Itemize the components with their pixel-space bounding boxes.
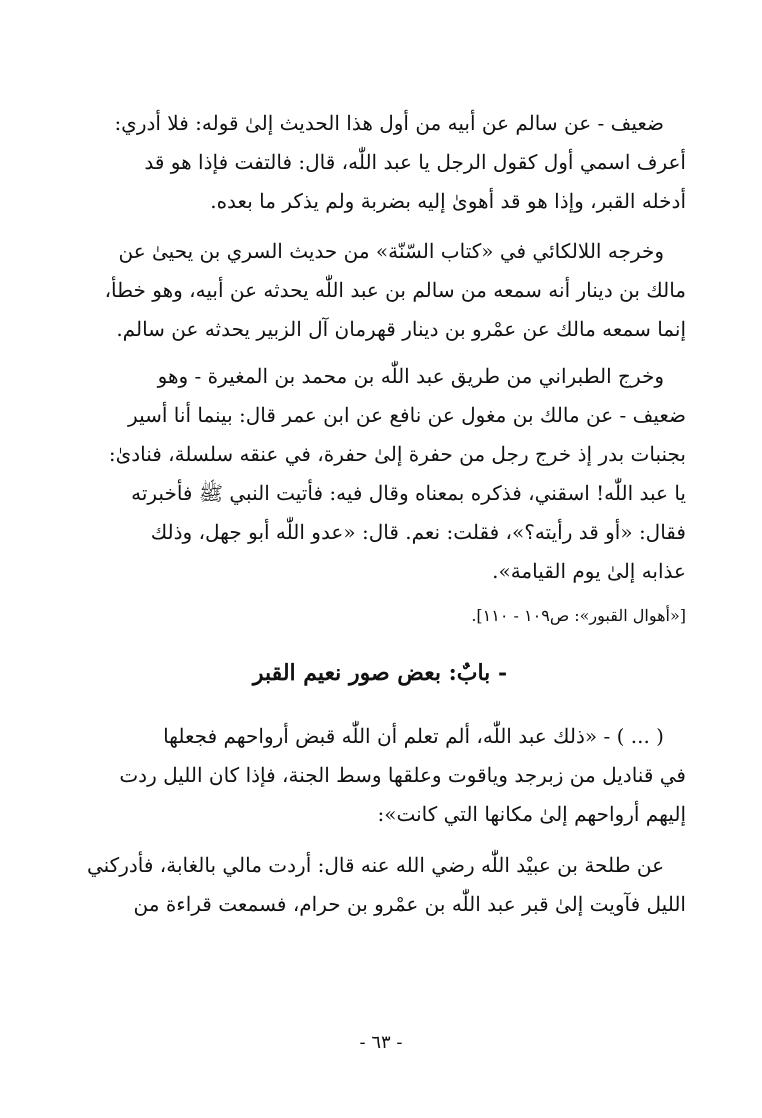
text-line: في قناديل من زبرجد وياقوت وعلقها وسط الجنة، فإذا كان الليل ردت (119, 763, 686, 787)
text-line: ضعيف - عن مالك بن مغول عن نافع عن ابن عمر قال: بينما أنا أسير (128, 403, 686, 427)
text-line: عذابه إلىٰ يوم القيامة». (492, 559, 686, 583)
text-line: ضعيف - عن سالم عن أبيه من أول هذا الحديث إلىٰ قوله: فلا أدري: (114, 111, 664, 135)
text-line: بجنبات بدر إذ خرج رجل من حفرة إلىٰ حفرة، في عنقه سلسلة، فنادىٰ: (108, 442, 686, 466)
text-line: ( ... ) - «ذلك عبد اللّٰه، ألم تعلم أن اللّٰه قبض أرواحهم فجعلها (163, 724, 664, 748)
text-line: إليهم أرواحهم إلىٰ مكانها التي كانت»: (377, 802, 686, 826)
paragraph-3 (74, 357, 686, 591)
text-line: فقال: «أو قد رأيته؟»، فقلت: نعم. قال: «عدو اللّٰه أبو جهل، وذلك (150, 520, 686, 544)
text-line: إنما سمعه مالك عن عمْرو بن دينار قهرمان آل الزبير يحدثه عن سالم. (116, 317, 686, 341)
text-line: وخرج الطبراني من طريق عبد اللّٰه بن محمد بن المغيرة - وهو (157, 364, 664, 388)
text-line: الليل فآويت إلىٰ قبر عبد اللّٰه بن عمْرو بن حرام، فسمعت قراءة من (133, 892, 686, 916)
text-line: وخرجه اللالكائي في «كتاب السّنّة» من حديث السري بن يحيىٰ عن (118, 239, 664, 263)
paragraph-5 (74, 846, 686, 924)
paragraph-4 (74, 717, 686, 834)
text-line: مالك بن دينار أنه سمعه من سالم بن عبد اللّٰه يحدثه عن أبيه، وهو خطأ، (104, 278, 686, 302)
page-number: - ٦٣ - (359, 1032, 403, 1053)
paragraph-2 (74, 232, 686, 349)
section-heading: - بابٌ: بعض صور نعيم القبر (252, 660, 508, 686)
page-body (74, 104, 686, 924)
source-reference: [«أهوال القبور»: ص١٠٩ - ١١٠]. (471, 606, 686, 625)
text-line: يا عبد اللّٰه! اسقني، فذكره بمعناه وقال فيه: فأتيت النبي ﷺ فأخبرته (131, 481, 686, 505)
paragraph-1 (74, 104, 686, 221)
text-line: أدخله القبر، وإذا هو قد أهوىٰ إليه بضربة ولم يذكر ما بعده. (210, 189, 686, 213)
text-line: أعرف اسمي أول كقول الرجل يا عبد اللّٰه، قال: فالتفت فإذا هو قد (144, 150, 686, 174)
text-line: عن طلحة بن عبيْد اللّٰه رضي الله عنه قال: أردت مالي بالغابة، فأدركني (86, 853, 664, 877)
